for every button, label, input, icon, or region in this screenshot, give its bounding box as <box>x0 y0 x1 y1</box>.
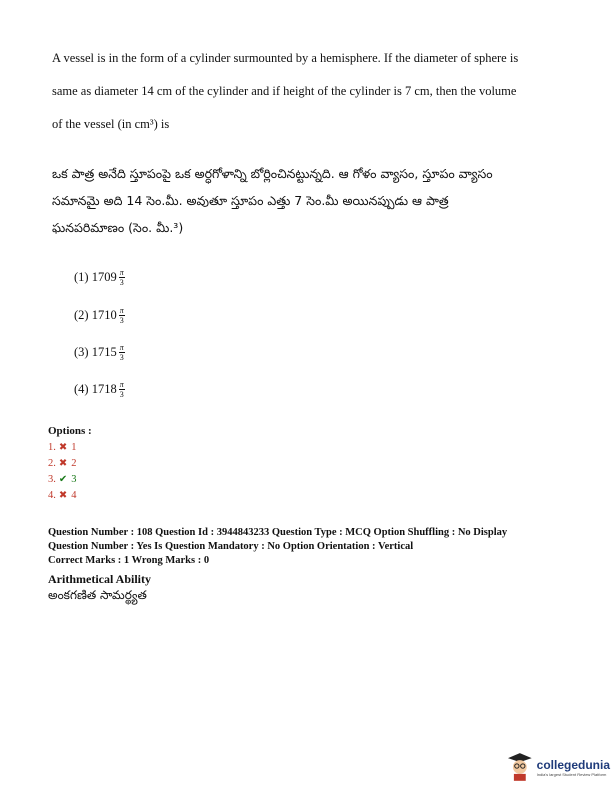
choice-label: (1) 1709 <box>74 270 117 284</box>
choice-label: (2) 1710 <box>74 308 117 322</box>
fraction-denominator: 3 <box>119 390 124 399</box>
collegedunia-logo <box>506 748 610 786</box>
fraction-denominator: 3 <box>119 278 124 287</box>
section-title-english: Arithmetical Ability <box>48 572 151 586</box>
cross-icon: ✖ <box>58 458 68 469</box>
option-number: 3. <box>48 474 56 485</box>
fraction-numerator: π <box>119 306 124 315</box>
option-row <box>48 440 77 456</box>
choice-fraction <box>119 306 125 325</box>
meta-line-2: Question Number : Yes Is Question Mandatory : No Option Orientation : Vertical <box>48 541 414 552</box>
option-value: 3 <box>71 474 77 485</box>
choice-1 <box>74 268 125 287</box>
choice-fraction <box>119 343 125 362</box>
option-number: 4. <box>48 490 56 501</box>
choice-fraction <box>119 268 125 287</box>
choice-3 <box>74 343 125 362</box>
option-value: 1 <box>71 442 77 453</box>
choice-fraction <box>119 380 125 399</box>
question-meta <box>48 526 507 568</box>
choice-label: (4) 1718 <box>74 382 117 396</box>
question-english: A vessel is in the form of a cylinder surmounted by a hemisphere. If the diameter of sphere is same as diameter 14 cm of the cylinder and if height of the cylinder is 7 cm, then the volume of the vessel (in cm³) is <box>52 51 519 131</box>
fraction-numerator: π <box>119 343 124 352</box>
options-heading: Options : <box>48 425 92 437</box>
logo-tagline: India's largest Student Review Platform <box>536 771 607 777</box>
choice-2 <box>74 306 125 325</box>
logo-name: collegedunia <box>536 757 610 772</box>
mascot-icon <box>506 752 534 782</box>
question-telugu: ఒక పాత్ర అనేది స్తూపంపై ఒక అర్ధగోళాన్ని బోర్లించినట్టున్నది. ఆ గోళం వ్యాసం, స్తూపం వ్యాసం సమానమై అది 14 సెం.మీ. అవుతూ స్తూపం ఎత్తు 7 సెం.మీ అయినప్పుడు ఆ పాత్ర ఘనపరిమాణం (సెం. మీ.³) <box>52 166 493 235</box>
fraction-numerator: π <box>119 380 124 389</box>
option-value: 4 <box>71 490 77 501</box>
option-value: 2 <box>71 458 77 469</box>
fraction-numerator: π <box>119 268 124 277</box>
meta-line-3: Correct Marks : 1 Wrong Marks : 0 <box>48 555 210 566</box>
fraction-denominator: 3 <box>119 353 124 362</box>
fraction-denominator: 3 <box>119 316 124 325</box>
option-row <box>48 472 77 488</box>
section-title-telugu: అంకగణిత సామర్థ్యత <box>48 588 147 602</box>
option-row <box>48 488 77 504</box>
option-number: 1. <box>48 442 56 453</box>
meta-line-1: Question Number : 108 Question Id : 3944843233 Question Type : MCQ Option Shuffling : No Display <box>48 527 508 538</box>
option-number: 2. <box>48 458 56 469</box>
options-list <box>48 440 77 504</box>
cross-icon: ✖ <box>58 442 68 453</box>
option-row <box>48 456 77 472</box>
choice-label: (3) 1715 <box>74 345 117 359</box>
choice-4 <box>74 380 125 399</box>
check-icon: ✔ <box>58 474 68 485</box>
cross-icon: ✖ <box>58 490 68 501</box>
